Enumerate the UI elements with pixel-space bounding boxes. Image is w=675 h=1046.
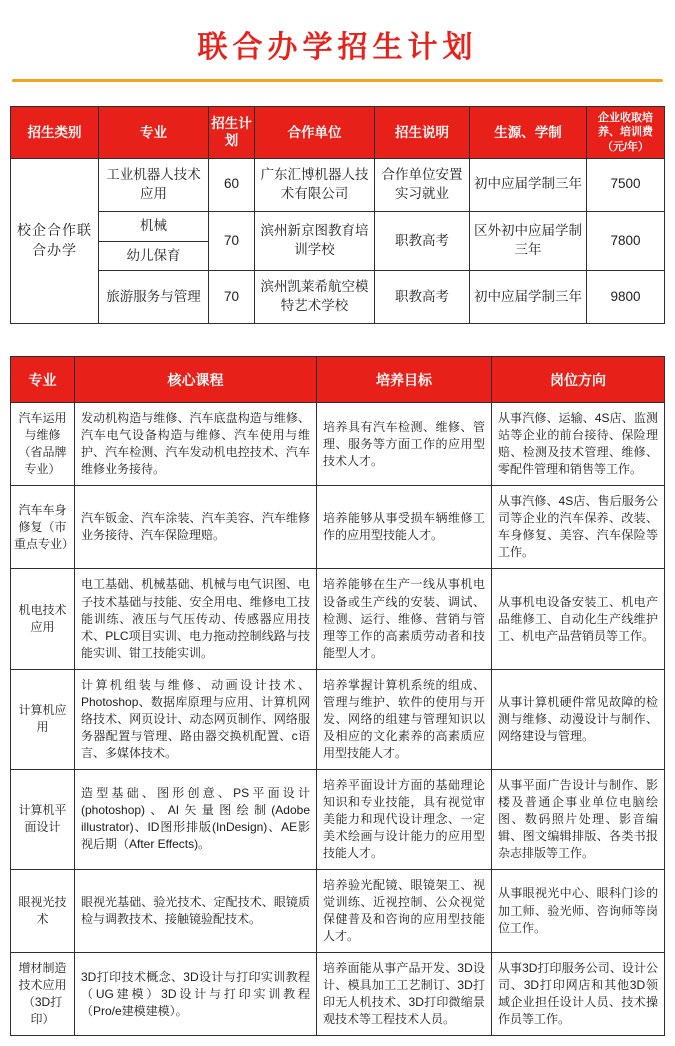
t1-row-tourism <box>11 271 665 324</box>
t2-header-goal: 培养目标 <box>317 357 492 403</box>
t2-cell-major: 汽车车身修复（市重点专业） <box>11 486 75 569</box>
t2-cell-jobs: 从事3D打印服务公司、设计公司、3D打印网店和其他3D领域企业担任设计人员、技术操作员等工作。 <box>492 953 665 1036</box>
t2-row-3d-printing <box>11 953 665 1036</box>
t1-header-row <box>11 107 665 159</box>
t2-cell-major: 增材制造技术应用（3D打印） <box>11 953 75 1036</box>
t2-header-courses: 核心课程 <box>75 357 317 403</box>
t1-cell-fee: 7500 <box>587 158 665 211</box>
t1-cell-note: 合作单位安置实习就业 <box>375 158 470 211</box>
t1-header-major: 专业 <box>99 107 209 159</box>
t2-cell-courses: 汽车钣金、汽车涂装、汽车美容、汽车维修业务接待、汽车保险理赔。 <box>75 486 317 569</box>
t2-cell-major: 机电技术应用 <box>11 569 75 669</box>
t2-cell-courses: 造型基础、图形创意、PS平面设计(photoshop)、AI矢量图绘制(Adobe illustrator)、ID图形排版(InDesign)、AE影视后期（After Effects)。 <box>75 769 317 869</box>
t1-cell-plan: 60 <box>209 158 255 211</box>
majors-detail-table <box>10 356 665 1036</box>
t1-cell-partner: 广东汇博机器人技术有限公司 <box>255 158 375 211</box>
t1-header-partner: 合作单位 <box>255 107 375 159</box>
t2-cell-goal: 培养能够从事受损车辆维修工作的应用型技能人才。 <box>317 486 492 569</box>
t2-cell-jobs: 从事平面广告设计与制作、影楼及普通企事业单位电脑绘图、数码照片处理、影音编辑、图文编辑排版、各类书报杂志排版等工作。 <box>492 769 665 869</box>
t2-cell-goal: 培养面能从事产品开发、3D设计、模具加工工艺制订、3D打印无人机技术、3D打印微缩景观技术等工程技术人员。 <box>317 953 492 1036</box>
t1-cell-plan: 70 <box>209 271 255 324</box>
t2-cell-jobs: 从事计算机硬件常见故障的检测与维修、动漫设计与制作、网络建设与管理。 <box>492 669 665 769</box>
t2-cell-goal: 培养掌握计算机系统的组成、管理与维护、软件的使用与开发、网络的组建与管理知识以及相应的文化素养的高素质应用型技能人才。 <box>317 669 492 769</box>
title-divider <box>12 79 663 82</box>
t2-row-graphic-design <box>11 769 665 869</box>
t1-cell-source: 初中应届学制三年 <box>470 158 587 211</box>
t2-cell-major: 汽车运用与维修（省品牌专业） <box>11 403 75 486</box>
t2-row-optometry <box>11 869 665 952</box>
t2-cell-major: 计算机平面设计 <box>11 769 75 869</box>
t2-cell-jobs: 从事机电设备安装工、机电产品维修工、自动化生产线维护工、机电产品营销员等工作。 <box>492 569 665 669</box>
t2-cell-jobs: 从事汽修、4S店、售后服务公司等企业的汽车保养、改装、车身修复、美容、汽车保险等工作。 <box>492 486 665 569</box>
t1-header-fee: 企业收取培养、培训费（元/年） <box>587 107 665 159</box>
t2-row-computer-application <box>11 669 665 769</box>
t1-cell-major: 旅游服务与管理 <box>99 271 209 324</box>
t1-cell-category: 校企合作联合办学 <box>11 158 99 323</box>
t1-cell-fee: 9800 <box>587 271 665 324</box>
t1-row-robotics <box>11 158 665 211</box>
t2-cell-jobs: 从事汽修、运输、4S店、监测站等企业的前台接待、保险理赔、检测及技术管理、维修、零配件管理和销售等工作。 <box>492 403 665 486</box>
t1-header-source: 生源、学制 <box>470 107 587 159</box>
t1-cell-major: 幼儿保育 <box>99 241 209 271</box>
t1-cell-fee: 7800 <box>587 211 665 271</box>
t1-cell-plan: 70 <box>209 211 255 271</box>
t1-cell-major: 工业机器人技术应用 <box>99 158 209 211</box>
t2-cell-major: 计算机应用 <box>11 669 75 769</box>
t2-cell-goal: 培养能够在生产一线从事机电设备或生产线的安装、调试、检测、运行、维修、营销与管理等工作的高素质劳动者和技能型人才。 <box>317 569 492 669</box>
page-title: 联合办学招生计划 <box>197 31 478 64</box>
t2-cell-courses: 计算机组装与维修、动画设计技术、Photoshop、数据库原理与应用、计算机网络技术、网页设计、动态网页制作、网络服务器配置与管理、路由器交换机配置、c语言、多媒体技术。 <box>75 669 317 769</box>
t2-header-row <box>11 357 665 403</box>
t2-row-body-repair <box>11 486 665 569</box>
t2-header-jobs: 岗位方向 <box>492 357 665 403</box>
t1-cell-partner: 滨州新京图教育培训学校 <box>255 211 375 271</box>
t2-cell-major: 眼视光技术 <box>11 869 75 952</box>
t2-header-major: 专业 <box>11 357 75 403</box>
t2-cell-jobs: 从事眼视光中心、眼科门诊的加工师、验光师、咨询师等岗位工作。 <box>492 869 665 952</box>
t1-header-note: 招生说明 <box>375 107 470 159</box>
t2-cell-goal: 培养具有汽车检测、维修、管理、服务等方面工作的应用型技术人才。 <box>317 403 492 486</box>
t1-header-plan: 招生计划 <box>209 107 255 159</box>
t1-header-category: 招生类别 <box>11 107 99 159</box>
t1-cell-partner: 滨州凯莱希航空模特艺术学校 <box>255 271 375 324</box>
t2-cell-courses: 3D打印技术概念、3D设计与打印实训教程（UG建模）3D设计与打印实训教程（Pro/e建模建模）。 <box>75 953 317 1036</box>
t1-cell-note: 职教高考 <box>375 271 470 324</box>
t2-row-auto-repair <box>11 403 665 486</box>
t1-row-machinery <box>11 211 665 241</box>
t1-cell-major: 机械 <box>99 211 209 241</box>
t2-cell-courses: 发动机构造与维修、汽车底盘构造与维修、汽车电气设备构造与维修、汽车使用与维护、汽车检测、汽车发动机电控技术、汽车维修业务接待。 <box>75 403 317 486</box>
t2-cell-courses: 电工基础、机械基础、机械与电气识图、电子技术基础与技能、安全用电、维修电工技能训练、液压与气压传动、传感器应用技术、PLC项目实训、电力拖动控制线路与技能实训、钳工技能实训。 <box>75 569 317 669</box>
t1-cell-source: 区外初中应届学制三年 <box>470 211 587 271</box>
t1-cell-note: 职教高考 <box>375 211 470 271</box>
t2-cell-goal: 培养平面设计方面的基础理论知识和专业技能，具有视觉审美能力和现代设计理念、一定美术绘画与设计能力的应用型技能人才。 <box>317 769 492 869</box>
t2-cell-courses: 眼视光基础、验光技术、定配技术、眼镜质检与调教技术、接触镜验配技术。 <box>75 869 317 952</box>
t2-cell-goal: 培养验光配镜、眼镜架工、视觉训练、近视控制、公众视觉保健普及和咨询的应用型技能人才。 <box>317 869 492 952</box>
t2-row-mechatronics <box>11 569 665 669</box>
enrollment-plan-table <box>10 106 665 324</box>
t1-cell-source: 初中应届学制三年 <box>470 271 587 324</box>
